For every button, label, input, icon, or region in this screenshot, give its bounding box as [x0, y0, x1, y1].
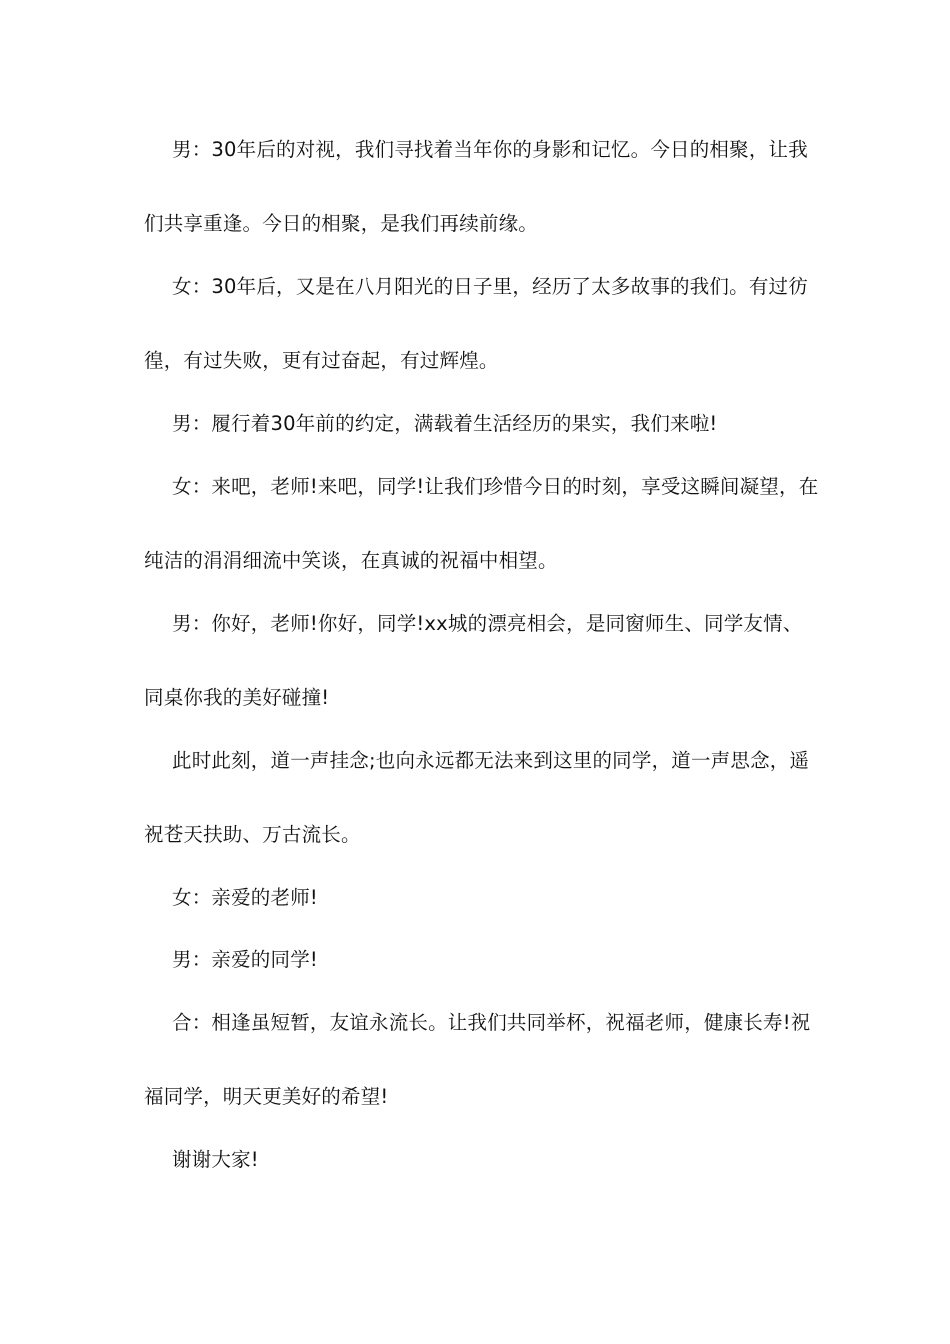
- paragraph-line: 徨，有过失败，更有过奋起，有过辉煌。: [144, 349, 499, 372]
- paragraph-line: 谢谢大家!: [172, 1148, 259, 1171]
- paragraph-line: 此时此刻，道一声挂念;也向永远都无法来到这里的同学，道一声思念，遥: [172, 749, 810, 772]
- paragraph-line: 男：亲爱的同学!: [172, 948, 318, 971]
- paragraph-line: 男：履行着30年前的约定，满载着生活经历的果实，我们来啦!: [172, 412, 718, 435]
- paragraph-line: 祝苍天扶助、万古流长。: [144, 823, 361, 846]
- paragraph-line: 纯洁的涓涓细流中笑谈，在真诚的祝福中相望。: [144, 549, 558, 572]
- paragraph-line: 女：亲爱的老师!: [172, 886, 318, 909]
- paragraph-line: 合：相逢虽短暂，友谊永流长。让我们共同举杯，祝福老师，健康长寿!祝: [172, 1011, 811, 1034]
- paragraph-line: 女：30年后，又是在八月阳光的日子里，经历了太多故事的我们。有过彷: [172, 275, 808, 298]
- paragraph-line: 同桌你我的美好碰撞!: [144, 686, 330, 709]
- paragraph-line: 福同学，明天更美好的希望!: [144, 1085, 389, 1108]
- paragraph-line: 们共享重逢。今日的相聚，是我们再续前缘。: [144, 212, 539, 235]
- paragraph-line: 男：30年后的对视，我们寻找着当年你的身影和记忆。今日的相聚，让我: [172, 138, 808, 161]
- paragraph-line: 男：你好，老师!你好，同学!xx城的漂亮相会，是同窗师生、同学友情、: [172, 612, 803, 635]
- paragraph-line: 女：来吧，老师!来吧，同学!让我们珍惜今日的时刻，享受这瞬间凝望，在: [172, 475, 819, 498]
